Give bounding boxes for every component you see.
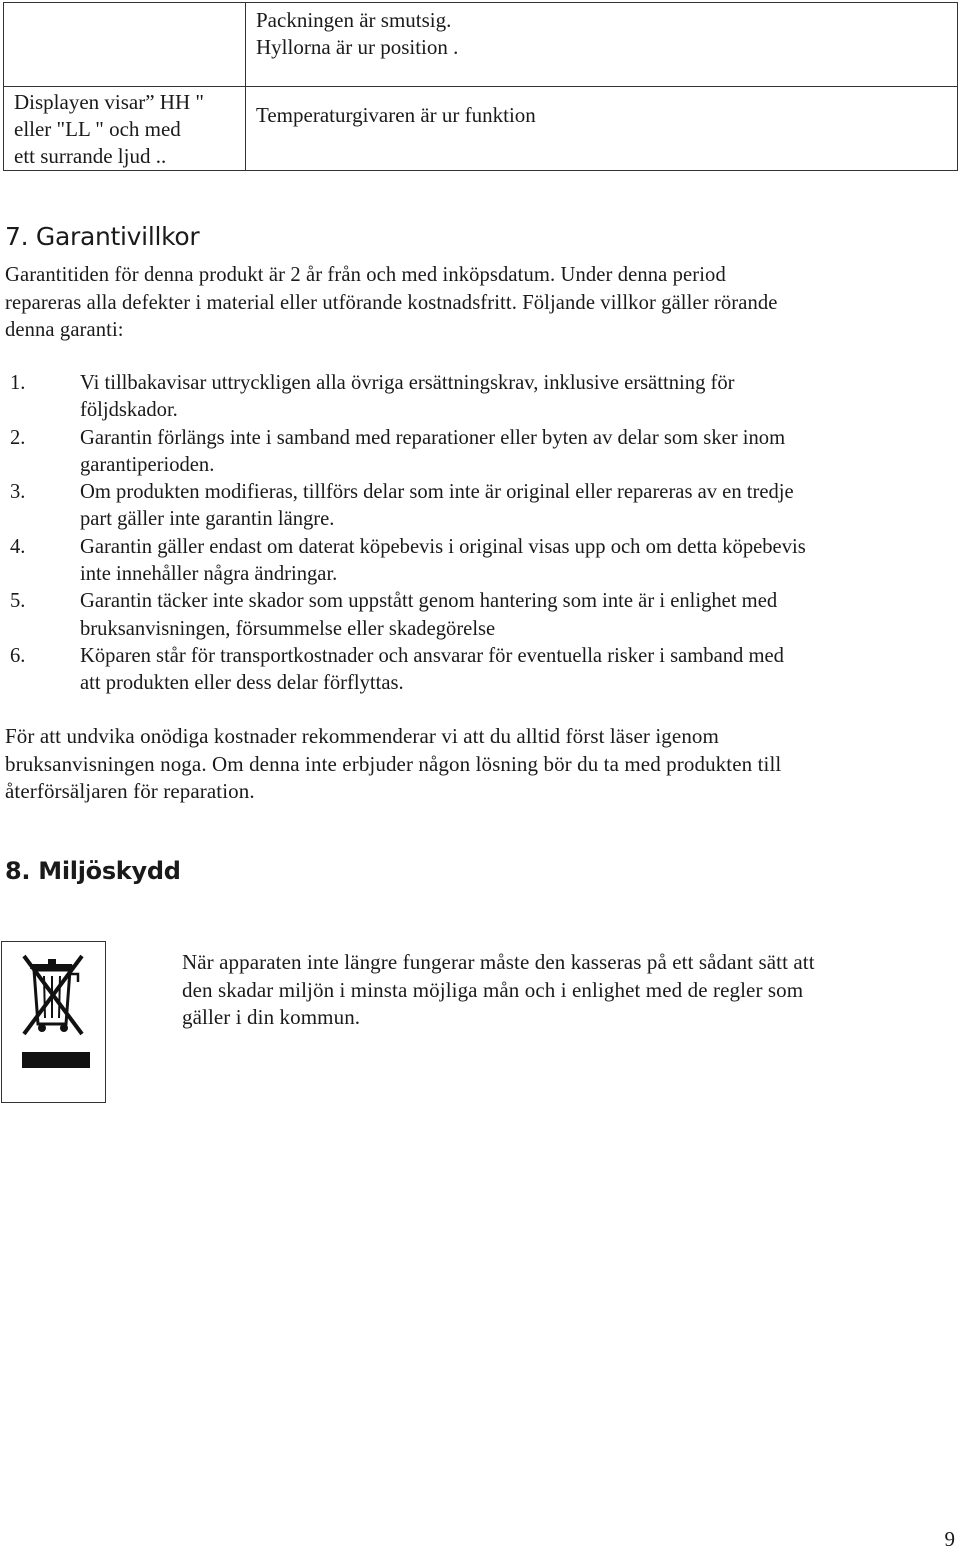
symptom-cell xyxy=(4,3,246,87)
list-number: 1. xyxy=(10,372,26,394)
warranty-terms-list xyxy=(5,370,806,698)
text-line: Garantin gäller endast om daterat köpebevis i original visas upp och om detta köpebevis xyxy=(80,535,806,558)
cause-cell xyxy=(246,87,958,171)
text-line: Vi tillbakavisar uttryckligen alla övriga ersättningskrav, inklusive ersättning för xyxy=(80,372,735,394)
advice-paragraph xyxy=(5,723,781,806)
table-row xyxy=(4,3,958,87)
text-line: Köparen står för transportkostnader och ansvarar för eventuella risker i samband med xyxy=(80,644,784,667)
list-item xyxy=(5,643,806,698)
text-line: gäller i din kommun. xyxy=(182,1005,361,1029)
symptom-line: ett surrande ljud .. xyxy=(14,144,167,168)
text-line: När apparaten inte längre fungerar måste den kasseras på ett sådant sätt att xyxy=(182,950,815,974)
text-line: återförsäljaren för reparation. xyxy=(5,779,255,803)
cause-line: Temperaturgivaren är ur funktion xyxy=(256,103,536,127)
list-number: 4. xyxy=(10,535,26,558)
text-line: Garantin täcker inte skador som uppstått genom hantering som inte är i enlighet med xyxy=(80,590,778,613)
crossed-out-wheelie-bin-icon xyxy=(1,941,106,1103)
list-number: 6. xyxy=(10,644,26,667)
page-number: 9 xyxy=(944,1527,955,1551)
list-number: 2. xyxy=(10,426,26,449)
weee-symbol-graphic xyxy=(2,942,105,1102)
table-row xyxy=(4,87,958,171)
text-line: Garantitiden för denna produkt är 2 år från och med inköpsdatum. Under denna period xyxy=(5,264,726,286)
section-heading-warranty: 7. Garantivillkor xyxy=(5,222,200,251)
cause-cell xyxy=(246,3,958,87)
text-line: den skadar miljön i minsta möjliga mån och i enlighet med de regler som xyxy=(182,977,804,1002)
symptom-line: Displayen visar” HH " xyxy=(14,90,204,114)
cause-line: Hyllorna är ur position . xyxy=(256,35,459,59)
text-line: repareras alla defekter i material eller utförande kostnadsfritt. Följande villkor gäller rörande xyxy=(5,291,778,314)
warranty-intro-paragraph xyxy=(5,262,777,345)
text-line: garantiperioden. xyxy=(80,453,215,476)
text-line: Garantin förlängs inte i samband med reparationer eller byten av delar som sker inom xyxy=(80,426,786,449)
list-item xyxy=(5,425,806,480)
list-item xyxy=(5,370,806,425)
text-line: För att undvika onödiga kostnader rekommenderar vi att du alltid först läser igenom xyxy=(5,724,719,748)
list-number: 3. xyxy=(10,481,26,504)
cause-line: Packningen är smutsig. xyxy=(256,8,452,32)
text-line: bruksanvisningen noga. Om denna inte erbjuder någon lösning bör du ta med produkten till xyxy=(5,751,782,776)
list-number: 5. xyxy=(10,590,26,613)
text-line: inte innehåller några ändringar. xyxy=(80,563,338,586)
text-line: Om produkten modifieras, tillförs delar som inte är original eller repareras av en tredje xyxy=(80,481,794,504)
list-item xyxy=(5,479,806,534)
symptom-cell xyxy=(4,87,246,171)
section-heading-environment: 8. Miljöskydd xyxy=(5,857,181,885)
troubleshooting-table xyxy=(3,2,958,171)
text-line: part gäller inte garantin längre. xyxy=(80,508,335,531)
text-line: att produkten eller dess delar förflyttas. xyxy=(80,672,404,695)
text-line: bruksanvisningen, försummelse eller skadegörelse xyxy=(80,617,496,640)
text-line: denna garanti: xyxy=(5,319,124,341)
symptom-line: eller "LL " och med xyxy=(14,117,181,141)
list-item xyxy=(5,588,806,643)
environment-paragraph xyxy=(182,949,815,1032)
list-item xyxy=(5,534,806,589)
text-line: följdskador. xyxy=(80,399,178,422)
